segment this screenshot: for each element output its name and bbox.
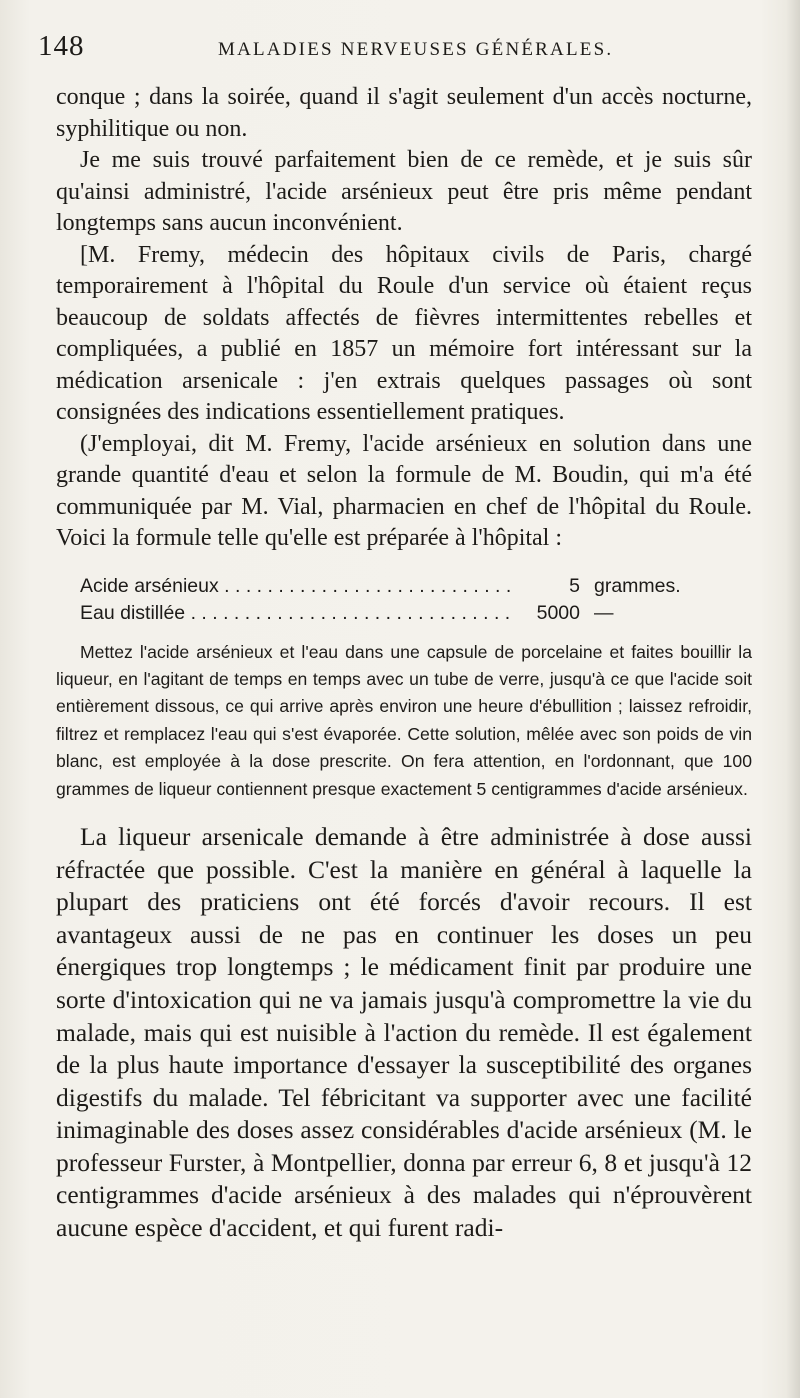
formula-amount: 5000 [536,601,580,624]
paragraph-fremy-intro: [M. Fremy, médecin des hôpitaux civils de Paris, chargé temporairement à l'hôpital du Roule d'un service où étaient reçus beaucoup de soldats affectés de fièvres intermittentes rebelles et compliquées, a publié en 1857 un mémoire fort intéressant sur la médication arsenicale : j'en extrais quelques passages où sont consignées des indications essentiellement pratiques. [56,241,752,425]
formula-ingredient: Eau distillée . . . [80,602,510,625]
paragraph-remedy-opinion: Je me suis trouvé parfaitement bien de ce remède, et je suis sûr qu'ainsi administré, l'acide arsénieux peut être pris même pendant longtemps sans aucun inconvénient. [56,147,752,236]
formula-instructions: Mettez l'acide arsénieux et l'eau dans une capsule de porcelaine et faites bouillir la liqueur, en l'agitant de temps en temps avec un tube de verre, jusqu'à ce que l'acide soit entièrement dissous, ce qui arrive après environ une heure d'ébullition ; laissez refroidir, filtrez et remplacez l'eau qui s'est évaporée. Cette solution, mêlée avec son poids de vin blanc, est employée à la dose prescrite. On fera attention, en l'ordonnant, que 100 grammes de liqueur contiennent presque exactement 5 centigrammes d'acide arsénieux. [56,641,752,799]
running-title: MALADIES NERVEUSES GÉNÉRALES. [218,39,614,60]
formula-ingredient: Acide arsénieux . . . [80,575,510,598]
paragraph-fremy-quote: (J'employai, dit M. Fremy, l'acide arsénieux en solution dans une grande quantité d'eau et selon la formule de M. Boudin, qui m'a été communiquée par M. Vial, pharmacien en chef de l'hôpital du Roule. Voici la formule telle qu'elle est préparée à l'hôpital : [56,430,752,551]
formula-unit: — [594,601,614,624]
running-head [38,30,752,82]
formula-block [56,575,752,629]
formula-unit: grammes. [594,574,681,597]
formula-amount: 5 [569,574,580,597]
paragraph-dosage-advice: La liqueur arsenicale demande à être administrée à dose aussi réfractée que possible. C'est la manière en général à laquelle la plupart des praticiens ont été forcés d'avoir recours. Il est avantageux aussi de ne pas en continuer les doses un peu énergiques trop longtemps ; le médicament finit par produire une sorte d'intoxication qui ne va jamais jusqu'à compromettre la vie du malade, mais qui est nuisible à l'action du remède. Il est également de la plus haute importance d'essayer la susceptibilité des organes digestifs du malade. Tel fébricitant va supporter avec une facilité inimaginable des doses assez considérables d'acide arsénieux (M. le professeur Furster, à Montpellier, donna par erreur 6, 8 et jusqu'à 12 centigrammes d'acide arsénieux à des malades qui n'éprouvèrent aucune espèce d'accident, et qui furent radi- [56,821,752,1243]
formula-row [80,602,752,629]
page-edge-shadow [786,0,800,1398]
page-number: 148 [38,30,85,62]
formula-row [80,575,752,602]
paragraph-continuation: conque ; dans la soirée, quand il s'agit seulement d'un accès nocturne, syphilitique ou non. [56,84,752,142]
